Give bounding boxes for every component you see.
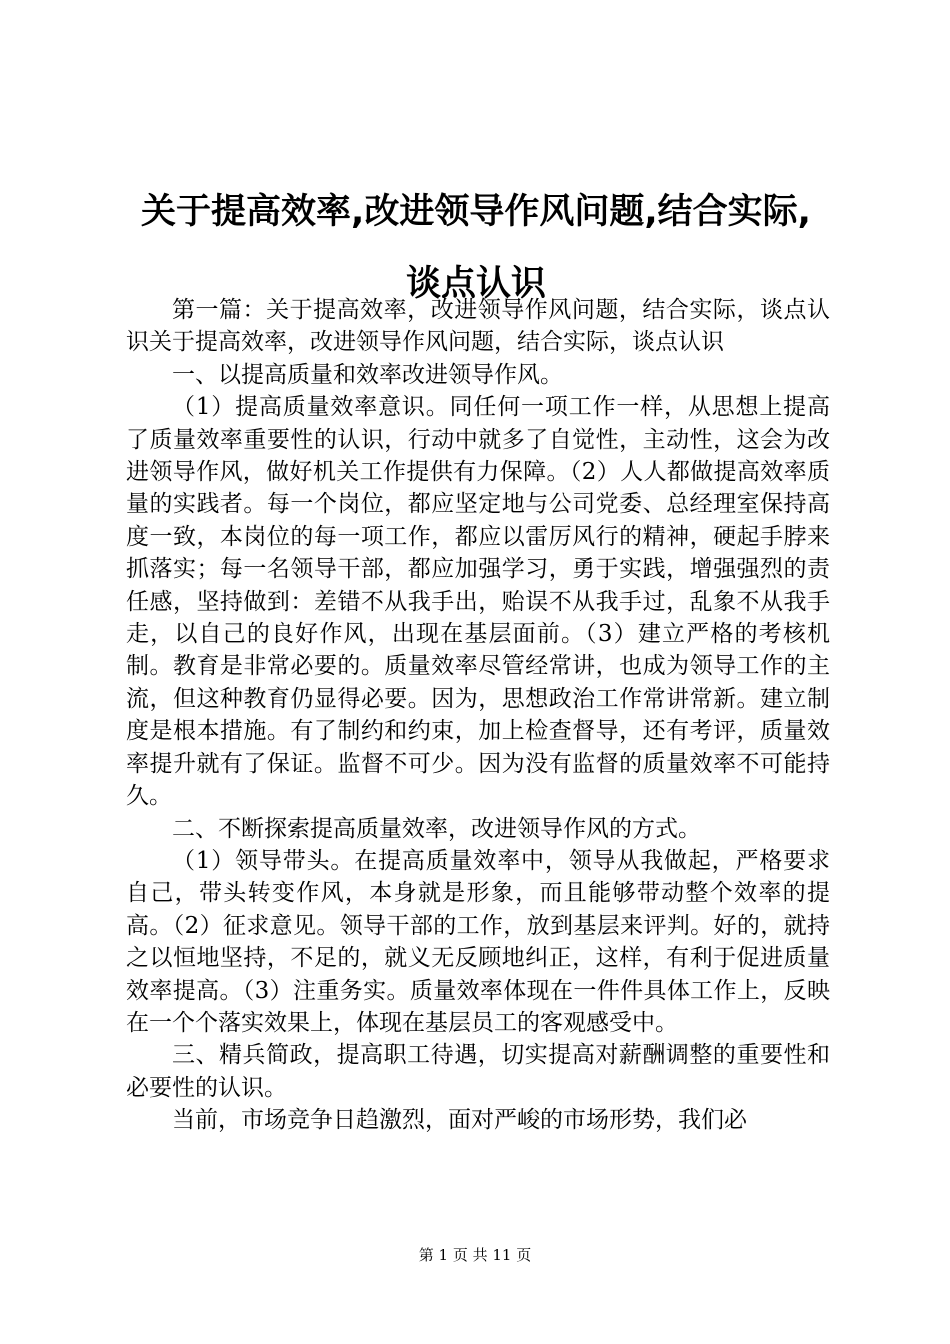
document-body [126,294,830,1137]
paragraph: （1）提高质量效率意识。同任何一项工作一样，从思想上提高了质量效率重要性的认识，行动中就多了自觉性，主动性，这会为改进领导作风，做好机关工作提供有力保障。（2）人人都做提高效率质量的实践者。每一个岗位，都应坚定地与公司党委、总经理室保持高度一致，本岗位的每一项工作，都应以雷厉风行的精神，硬起手脖来抓落实；每一名领导干部，都应加强学习，勇于实践，增强强烈的责任感，坚持做到：差错不从我手出，贻误不从我手过，乱象不从我手走，以自己的良好作风，出现在基层面前。（3）建立严格的考核机制。教育是非常必要的。质量效率尽管经常讲，也成为领导工作的主流，但这种教育仍显得必要。因为，思想政治工作常讲常新。建立制度是根本措施。有了制约和约束，加上检查督导，还有考评，质量效率提升就有了保证。监督不可少。因为没有监督的质量效率不可能持久。 [126,394,830,810]
page-footer: 第 1 页 共 11 页 [418,1246,532,1264]
paragraph: 三、精兵简政，提高职工待遇，切实提高对薪酬调整的重要性和必要性的认识。 [126,1042,830,1101]
paragraph: 二、不断探索提高质量效率，改进领导作风的方式。 [172,815,701,842]
paragraph: 第一篇：关于提高效率，改进领导作风问题，结合实际，谈点认识关于提高效率，改进领导作风问题，结合实际，谈点认识 [126,297,830,356]
title-line-1: 关于提高效率,改进领导作风问题,结合实际, [141,192,811,232]
paragraph: 一、以提高质量和效率改进领导作风。 [172,361,563,388]
title-line-2: 谈点认识 [405,264,546,304]
paragraph: （1）领导带头。在提高质量效率中，领导从我做起，严格要求自己，带头转变作风，本身就是形象，而且能够带动整个效率的提高。（2）征求意见。领导干部的工作，放到基层来评判。好的，就持之以恒地坚持，不足的，就义无反顾地纠正，这样，有利于促进质量效率提高。（3）注重务实。质量效率体现在一件件具体工作上，反映在一个个落实效果上，体现在基层员工的客观感受中。 [126,847,830,1036]
paragraph: 当前，市场竞争日趋激烈，面对严峻的市场形势，我们必 [172,1107,747,1134]
